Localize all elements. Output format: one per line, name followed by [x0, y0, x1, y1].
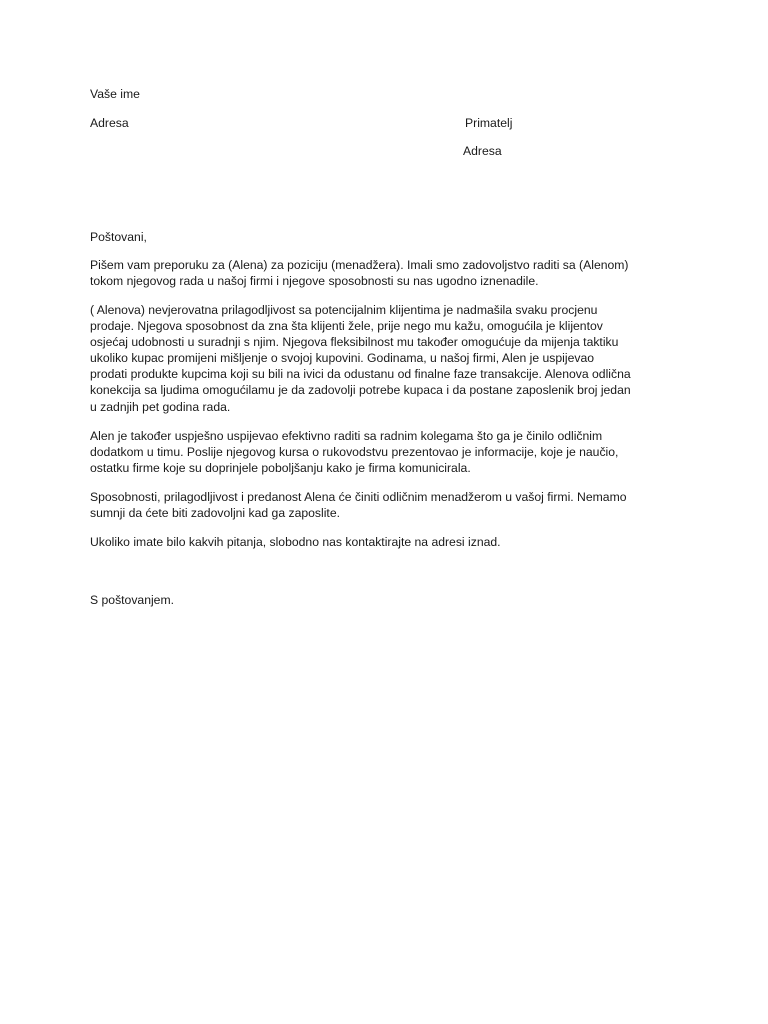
paragraph-line: prodaje. Njegova sposobnost da zna šta klijenti žele, prije nego mu kažu, omogućila je klijentov [90, 319, 603, 334]
paragraph-line: sumnji da ćete biti zadovoljni kad ga zaposlite. [90, 506, 340, 521]
paragraph-4 [90, 489, 685, 521]
closing: S poštovanjem. [90, 593, 175, 607]
paragraph-line: ostatku firme koje su doprinjele poboljšanju kako je firma komunicirala. [90, 461, 471, 476]
paragraph-line: ukoliko kupac promijeni mišljenje o svojoj kupovini. Godinama, u našoj firmi, Alen je uspijevao [90, 351, 595, 366]
paragraph-line: konekcija sa ljudima omogućilamu je da zadovolji potrebe kupaca i da postane zaposlenik broj jedan [90, 383, 631, 398]
paragraph-line: Ukoliko imate bilo kakvih pitanja, slobodno nas kontaktirajte na adresi iznad. [90, 535, 501, 549]
paragraph-3 [90, 428, 685, 476]
recipient-name: Primatelj [465, 116, 513, 130]
paragraph-line: prodati produkte kupcima koji su bili na ivici da odustanu od finalne faze transakcije. Alenova odlična [90, 367, 631, 382]
paragraph-line: Pišem vam preporuku za (Alena) za poziciju (menadžera). Imali smo zadovoljstvo raditi sa (Alenom) [90, 258, 629, 272]
paragraph-5 [90, 534, 685, 550]
paragraph-line: Sposobnosti, prilagodljivost i predanost Alena će činiti odličnim menadžerom u vašoj firmi. Nemamo [90, 490, 627, 504]
paragraph-line: u zadnjih pet godina rada. [90, 399, 231, 414]
paragraph-line: ( Alenova) nevjerovatna prilagodljivost sa potencijalnim klijentima je nadmašila svaku procjenu [90, 303, 598, 317]
paragraph-line: Alen je također uspješno uspijevao efektivno raditi sa radnim kolegama što ga je činilo odličnim [90, 429, 603, 443]
paragraph-1 [90, 257, 685, 289]
paragraph-2 [90, 302, 685, 415]
salutation: Poštovani, [90, 230, 147, 244]
sender-name: Vaše ime [90, 87, 140, 101]
paragraph-line: tokom njegovog rada u našoj firmi i njegove sposobnosti su nas ugodno iznenadile. [90, 274, 539, 289]
paragraph-line: dodatkom u timu. Poslije njegovog kursa o rukovodstvu prezentovao je informacije, koje je naučio, [90, 445, 619, 460]
sender-address: Adresa [90, 116, 129, 130]
recipient-address: Adresa [463, 144, 502, 158]
paragraph-line: osjećaj udobnosti u suradnji s njim. Njegova fleksibilnost mu također omogućuje da mijenja taktiku [90, 335, 619, 350]
